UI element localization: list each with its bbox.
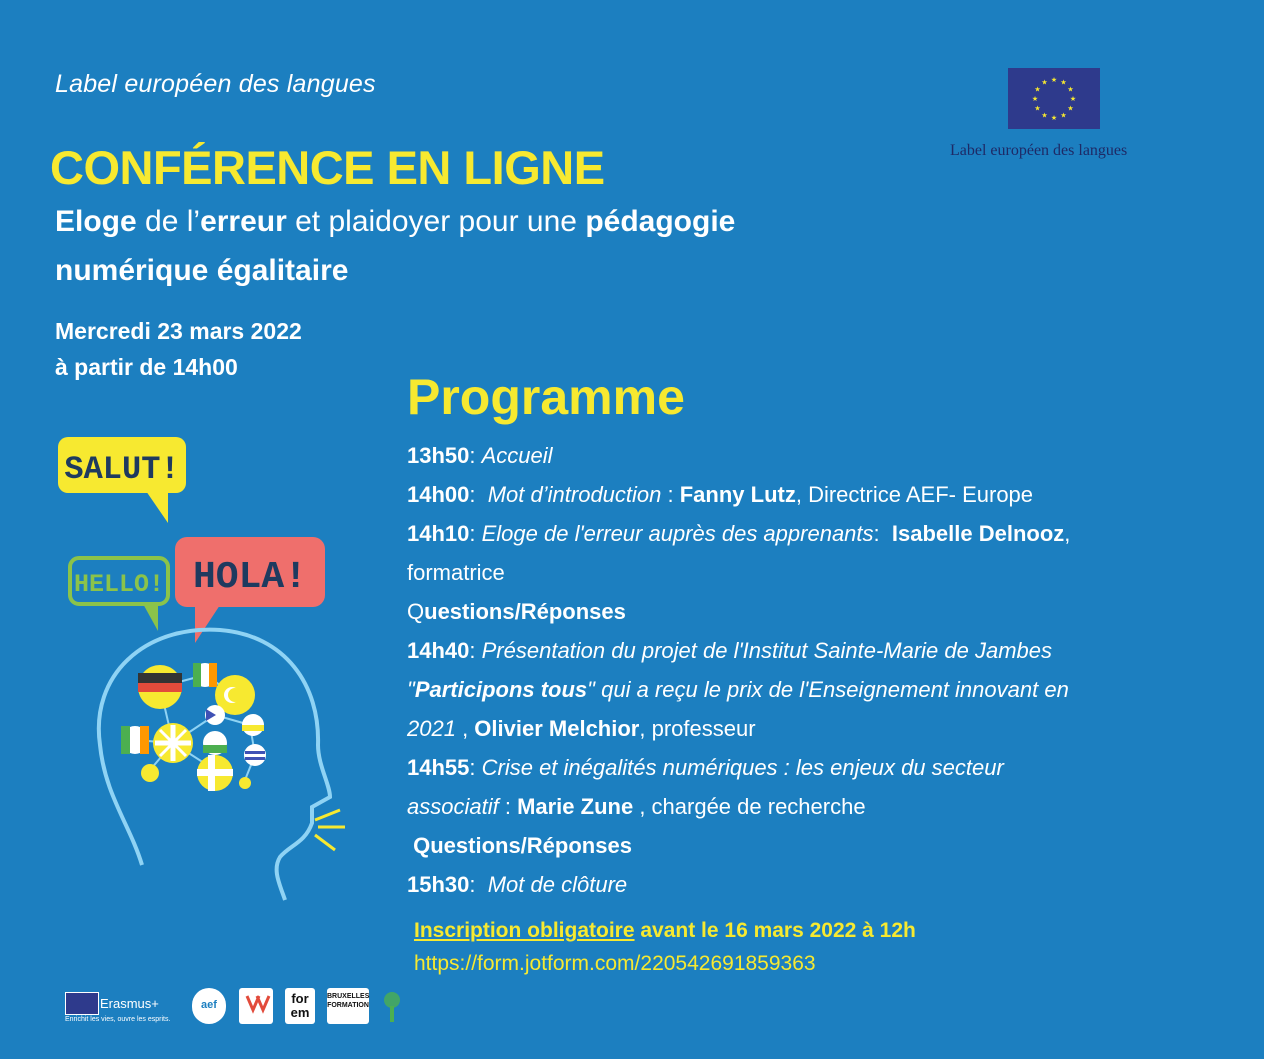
subtitle-segment: Eloge <box>55 205 137 238</box>
programme-line <box>407 826 1167 865</box>
eu-star-icon: ★ <box>1031 96 1039 103</box>
date-block <box>55 313 302 385</box>
programme-segment: , professeur <box>639 716 756 741</box>
hello-speech-bubble <box>70 558 168 631</box>
programme-segment: , Directrice AEF- Europe <box>795 482 1034 507</box>
programme-segment: Crise et inégalités numériques : les enjeux du secteur <box>481 755 1004 780</box>
time-line: à partir de 14h00 <box>55 354 238 380</box>
eu-star-icon: ★ <box>1060 79 1067 87</box>
hello-text: HELLO! <box>73 570 165 599</box>
hola-text: HOLA! <box>192 556 308 599</box>
eu-star-icon: ★ <box>1050 77 1058 84</box>
programme-line <box>407 865 1167 904</box>
programme-line <box>407 592 1167 631</box>
registration-deadline: avant le 16 mars 2022 à 12h <box>634 919 916 942</box>
czech-flag-circle <box>205 705 225 725</box>
small-flag-circle <box>141 764 251 789</box>
programme-segment: : <box>469 755 482 780</box>
programme-segment: uestions/Réponses <box>424 599 626 624</box>
programme-segment: : <box>469 638 482 663</box>
programme-list <box>407 436 1167 904</box>
programme-segment: 14h40 <box>407 638 470 663</box>
programme-segment: : <box>469 872 488 897</box>
eu-star-icon: ★ <box>1034 105 1041 113</box>
erasmus-logo <box>62 988 192 1028</box>
programme-segment: : <box>469 482 488 507</box>
programme-line <box>407 631 1167 670</box>
hola-speech-bubble <box>175 537 325 643</box>
programme-segment: Mot d’introduction <box>487 482 662 507</box>
registration-url-link[interactable]: https://form.jotform.com/220542691859363 <box>414 952 816 975</box>
programme-line <box>407 787 1167 826</box>
programme-segment: Q <box>407 599 425 624</box>
programme-segment: : <box>498 794 518 819</box>
programme-segment: Participons tous <box>414 677 588 702</box>
tree-logo-icon <box>378 990 406 1024</box>
programme-line <box>407 553 1167 592</box>
programme-line <box>407 514 1167 553</box>
subtitle-segment: pédagogie <box>585 205 736 238</box>
programme-segment: 13h50 <box>407 443 470 468</box>
programme-segment: : <box>873 521 892 546</box>
programme-segment: 14h00 <box>407 482 470 507</box>
registration-line <box>414 914 916 947</box>
slovenia-flag-circle <box>203 731 227 755</box>
eu-star-icon: ★ <box>1041 112 1048 120</box>
conference-subtitle <box>55 197 875 295</box>
programme-segment: Olivier Melchior <box>474 716 640 741</box>
programme-line <box>407 670 1167 709</box>
programme-segment: " <box>407 677 415 702</box>
subtitle-segment: erreur <box>200 205 287 238</box>
subtitle-segment: de l’ <box>136 205 201 238</box>
aef-logo: aef <box>192 988 226 1024</box>
greece-flag-circle <box>244 744 266 766</box>
speech-lines <box>315 810 345 850</box>
programme-segment: formatrice <box>407 560 505 585</box>
programme-line <box>407 475 1167 514</box>
eu-star-icon: ★ <box>1067 105 1074 113</box>
eu-star-icon: ★ <box>1050 115 1058 122</box>
registration-link[interactable]: Inscription obligatoire <box>414 919 635 942</box>
ireland-flag-circle <box>193 663 217 687</box>
programme-segment: , <box>1064 521 1071 546</box>
programme-segment: Mot de clôture <box>487 872 628 897</box>
eu-star-icon: ★ <box>1060 112 1067 120</box>
programme-segment: Accueil <box>481 443 553 468</box>
programme-segment: Marie Zune <box>517 794 634 819</box>
erasmus-name: Erasmus+ <box>100 996 159 1011</box>
eu-star-icon: ★ <box>1034 86 1041 94</box>
programme-segment: " qui a reçu le prix de l'Enseignement innovant en <box>587 677 1069 702</box>
eu-flag-icon <box>1008 68 1100 129</box>
forem-logo: for em <box>285 988 315 1024</box>
label-europeen-heading: Label européen des langues <box>55 70 376 98</box>
salut-text: SALUT! <box>64 451 180 488</box>
programme-segment: associatif <box>407 794 499 819</box>
programme-segment: 15h30 <box>407 872 470 897</box>
programme-line <box>407 436 1167 475</box>
subtitle-segment: et plaidoyer pour une <box>286 205 586 238</box>
ukraine-flag-circle <box>242 714 264 736</box>
programme-segment: , <box>462 716 475 741</box>
eu-star-icon: ★ <box>1067 86 1074 94</box>
erasmus-tagline: Enrichit les vies, ouvre les esprits. <box>65 1016 171 1023</box>
salut-speech-bubble <box>58 437 186 523</box>
conference-title: CONFÉRENCE EN LIGNE <box>50 141 605 194</box>
eu-logo-caption: Label européen des langues <box>950 142 1128 159</box>
programme-title: Programme <box>407 369 685 425</box>
programme-segment: Isabelle Delnooz <box>891 521 1065 546</box>
eu-star-icon: ★ <box>1069 96 1077 103</box>
italy-flag-circle <box>121 726 149 754</box>
programme-segment: Eloge de l'erreur auprès des apprenants <box>481 521 874 546</box>
federation-wb-logo <box>239 988 273 1024</box>
language-head-illustration <box>50 425 370 905</box>
germany-flag-circle <box>138 665 182 709</box>
uk-flag-circle <box>153 723 193 763</box>
registration-block <box>414 914 916 980</box>
partner-logos <box>62 988 422 1030</box>
programme-segment: , chargée de recherche <box>633 794 866 819</box>
bruxelles-formation-logo: BRUXELLES FORMATION <box>327 988 369 1024</box>
programme-line <box>407 709 1167 748</box>
programme-segment: : <box>661 482 680 507</box>
programme-segment: 14h55 <box>407 755 470 780</box>
programme-segment: 2021 <box>407 716 463 741</box>
programme-segment: Fanny Lutz <box>679 482 796 507</box>
sweden-flag-circle <box>197 755 233 791</box>
date-line: Mercredi 23 mars 2022 <box>55 318 302 344</box>
programme-segment: 14h10 <box>407 521 470 546</box>
erasmus-flag-icon <box>65 992 99 1015</box>
programme-segment: : <box>469 521 482 546</box>
programme-segment: : <box>469 443 482 468</box>
programme-line <box>407 748 1167 787</box>
programme-segment: Présentation du projet de l'Institut Sainte-Marie de Jambes <box>481 638 1053 663</box>
subtitle-segment: numérique égalitaire <box>55 254 349 287</box>
eu-star-icon: ★ <box>1041 79 1048 87</box>
programme-segment: Questions/Réponses <box>407 833 632 858</box>
